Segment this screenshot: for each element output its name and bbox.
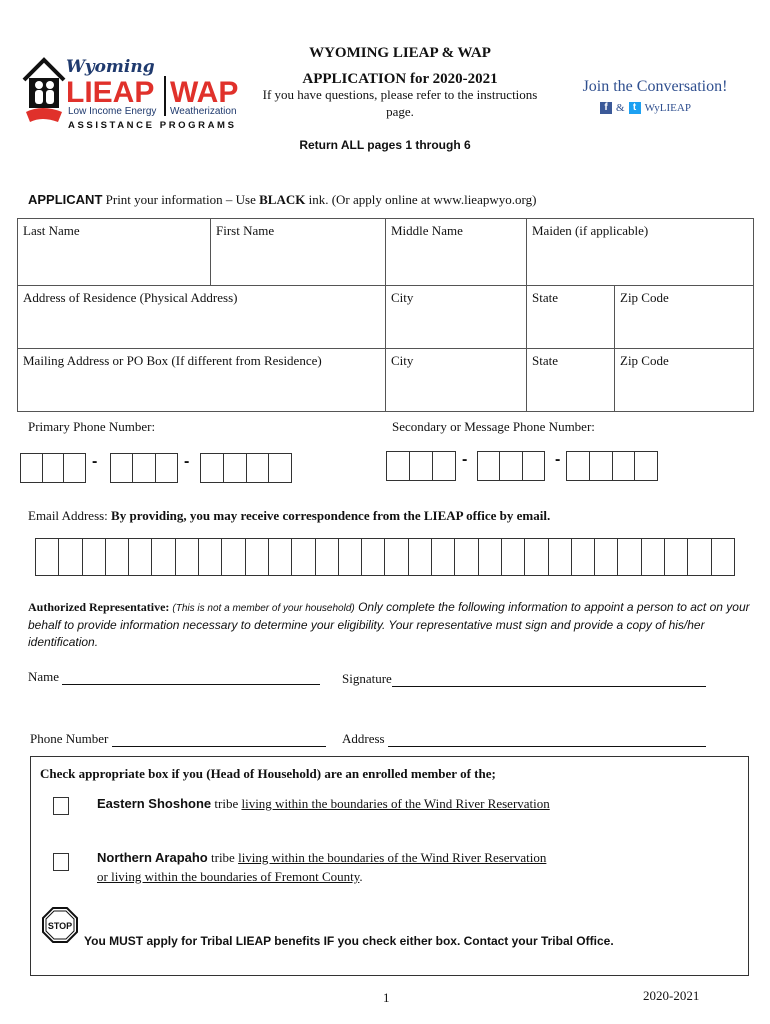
instruction-pre: Print your information – Use (102, 192, 260, 207)
arapaho-boundary-1: living within the boundaries of the Wind River Reservation (238, 850, 547, 865)
rep-address-row (342, 731, 706, 747)
email-input-boxes[interactable] (35, 538, 735, 576)
state-label-2: State (532, 353, 558, 368)
state-label-1: State (532, 290, 558, 305)
social-links (600, 102, 691, 114)
title-line-2: APPLICATION for 2020-2021 (302, 71, 498, 87)
rep-address-line[interactable] (388, 732, 706, 747)
email-label (28, 508, 550, 524)
primary-phone-area-code[interactable] (20, 453, 86, 483)
primary-phone-label: Primary Phone Number: (28, 419, 156, 434)
authorized-representative (28, 599, 753, 651)
logo-left-sub: Low Income Energy (68, 106, 157, 117)
logo-lieap-text: LIEAP (66, 76, 155, 109)
primary-phone-line[interactable] (200, 453, 292, 483)
northern-arapaho-checkbox[interactable] (53, 853, 69, 871)
primary-phone-prefix[interactable] (110, 453, 178, 483)
secondary-phone-prefix[interactable] (477, 451, 545, 481)
logo-programs: ASSISTANCE PROGRAMS (68, 120, 237, 131)
instruction-bold: BLACK (259, 192, 306, 207)
eastern-shoshone-checkbox[interactable] (53, 797, 69, 815)
page-number: 1 (383, 990, 390, 1005)
subtitle: If you have questions, please refer to the instructions page. (262, 87, 538, 119)
eastern-shoshone-text (97, 794, 550, 813)
rep-name-label: Name (28, 669, 60, 684)
residence-address-label: Address of Residence (Physical Address) (23, 290, 238, 305)
residence-address-field[interactable] (18, 286, 386, 349)
state-field-1[interactable] (527, 286, 615, 349)
logo-right-sub: Weatherization (170, 106, 237, 117)
middle-name-label: Middle Name (391, 223, 463, 238)
auth-note: (This is not a member of your household) (172, 603, 355, 614)
zip-field-1[interactable] (615, 286, 753, 349)
zip-field-2[interactable] (615, 349, 753, 411)
city-field-1[interactable] (386, 286, 527, 349)
shoshone-boundary: living within the boundaries of the Wind River Reservation (241, 796, 550, 811)
form-title (250, 40, 550, 92)
applicant-instruction (28, 192, 536, 208)
email-label-text: Email Address: (28, 508, 112, 523)
rep-signature-line[interactable] (392, 672, 706, 687)
applicant-label: APPLICANT (28, 192, 103, 207)
secondary-dash-1: - (462, 451, 468, 468)
footer-year: 2020-2021 (643, 988, 700, 1003)
logo-wap-text: WAP (170, 76, 239, 109)
state-field-2[interactable] (527, 349, 615, 411)
arapaho-name: Northern Arapaho (97, 850, 208, 865)
rep-phone-row (30, 731, 326, 747)
social-amp: & (616, 102, 625, 114)
city-label-2: City (391, 353, 414, 368)
secondary-phone-area-code[interactable] (386, 451, 456, 481)
instruction-post: ink. (Or apply online at www.lieapwyo.org) (305, 192, 537, 207)
city-field-2[interactable] (386, 349, 527, 411)
zip-label-2: Zip Code (620, 353, 669, 368)
first-name-label: First Name (216, 223, 275, 238)
rep-address-label: Address (342, 731, 385, 746)
rep-name-row (28, 669, 320, 685)
shoshone-tribe: tribe (211, 796, 242, 811)
rep-phone-label: Phone Number (30, 731, 109, 746)
stop-sign-icon (42, 907, 78, 943)
social-handle: WyLIEAP (644, 102, 691, 114)
auth-text: Only complete the following information to appoint a person to act on your behalf to provide information necessary to determine your eligibility. Your representative must sign and provide a copy of his/her identification. (28, 600, 750, 649)
secondary-phone-line[interactable] (566, 451, 658, 481)
city-label-1: City (391, 290, 414, 305)
last-name-field[interactable] (18, 219, 211, 286)
arapaho-boundary-2: or living within the boundaries of Fremont County (97, 869, 360, 884)
logo-wyoming-text: Wyoming (66, 57, 155, 77)
shoshone-name: Eastern Shoshone (97, 796, 212, 811)
twitter-icon: t (629, 102, 641, 114)
facebook-icon: f (600, 102, 612, 114)
stop-text: STOP (47, 921, 73, 931)
first-name-field[interactable] (211, 219, 386, 286)
email-note: By providing, you may receive correspondence from the LIEAP office by email. (111, 508, 551, 523)
auth-label: Authorized Representative: (28, 600, 170, 614)
rep-name-line[interactable] (62, 670, 320, 685)
house-icon (24, 60, 64, 122)
applicant-grid (17, 218, 754, 412)
title-line-1: WYOMING LIEAP & WAP (309, 45, 491, 61)
rep-signature-label: Signature (342, 671, 392, 686)
secondary-dash-2: - (555, 451, 561, 468)
zip-label-1: Zip Code (620, 290, 669, 305)
maiden-label: Maiden (if applicable) (532, 223, 649, 238)
join-conversation: Join the Conversation! (582, 78, 728, 95)
tribal-heading: Check appropriate box if you (Head of Household) are an enrolled member of the; (40, 766, 496, 781)
mailing-address-label: Mailing Address or PO Box (If different from Residence) (23, 353, 322, 368)
rep-signature-row (342, 671, 706, 687)
northern-arapaho-text (97, 848, 546, 886)
primary-dash-2: - (184, 453, 190, 470)
return-note: Return ALL pages 1 through 6 (299, 138, 471, 152)
tribal-must-apply: You MUST apply for Tribal LIEAP benefits IF you check either box. Contact your Tribal Office. (84, 934, 614, 948)
lieap-wap-logo (22, 50, 244, 134)
mailing-address-field[interactable] (18, 349, 386, 411)
arapaho-period: . (359, 869, 363, 884)
primary-dash-1: - (92, 453, 98, 470)
last-name-label: Last Name (23, 223, 80, 238)
rep-phone-line[interactable] (112, 732, 326, 747)
secondary-phone-label: Secondary or Message Phone Number: (392, 419, 595, 434)
middle-name-field[interactable] (386, 219, 527, 286)
maiden-field[interactable] (527, 219, 753, 286)
arapaho-tribe: tribe (207, 850, 239, 865)
